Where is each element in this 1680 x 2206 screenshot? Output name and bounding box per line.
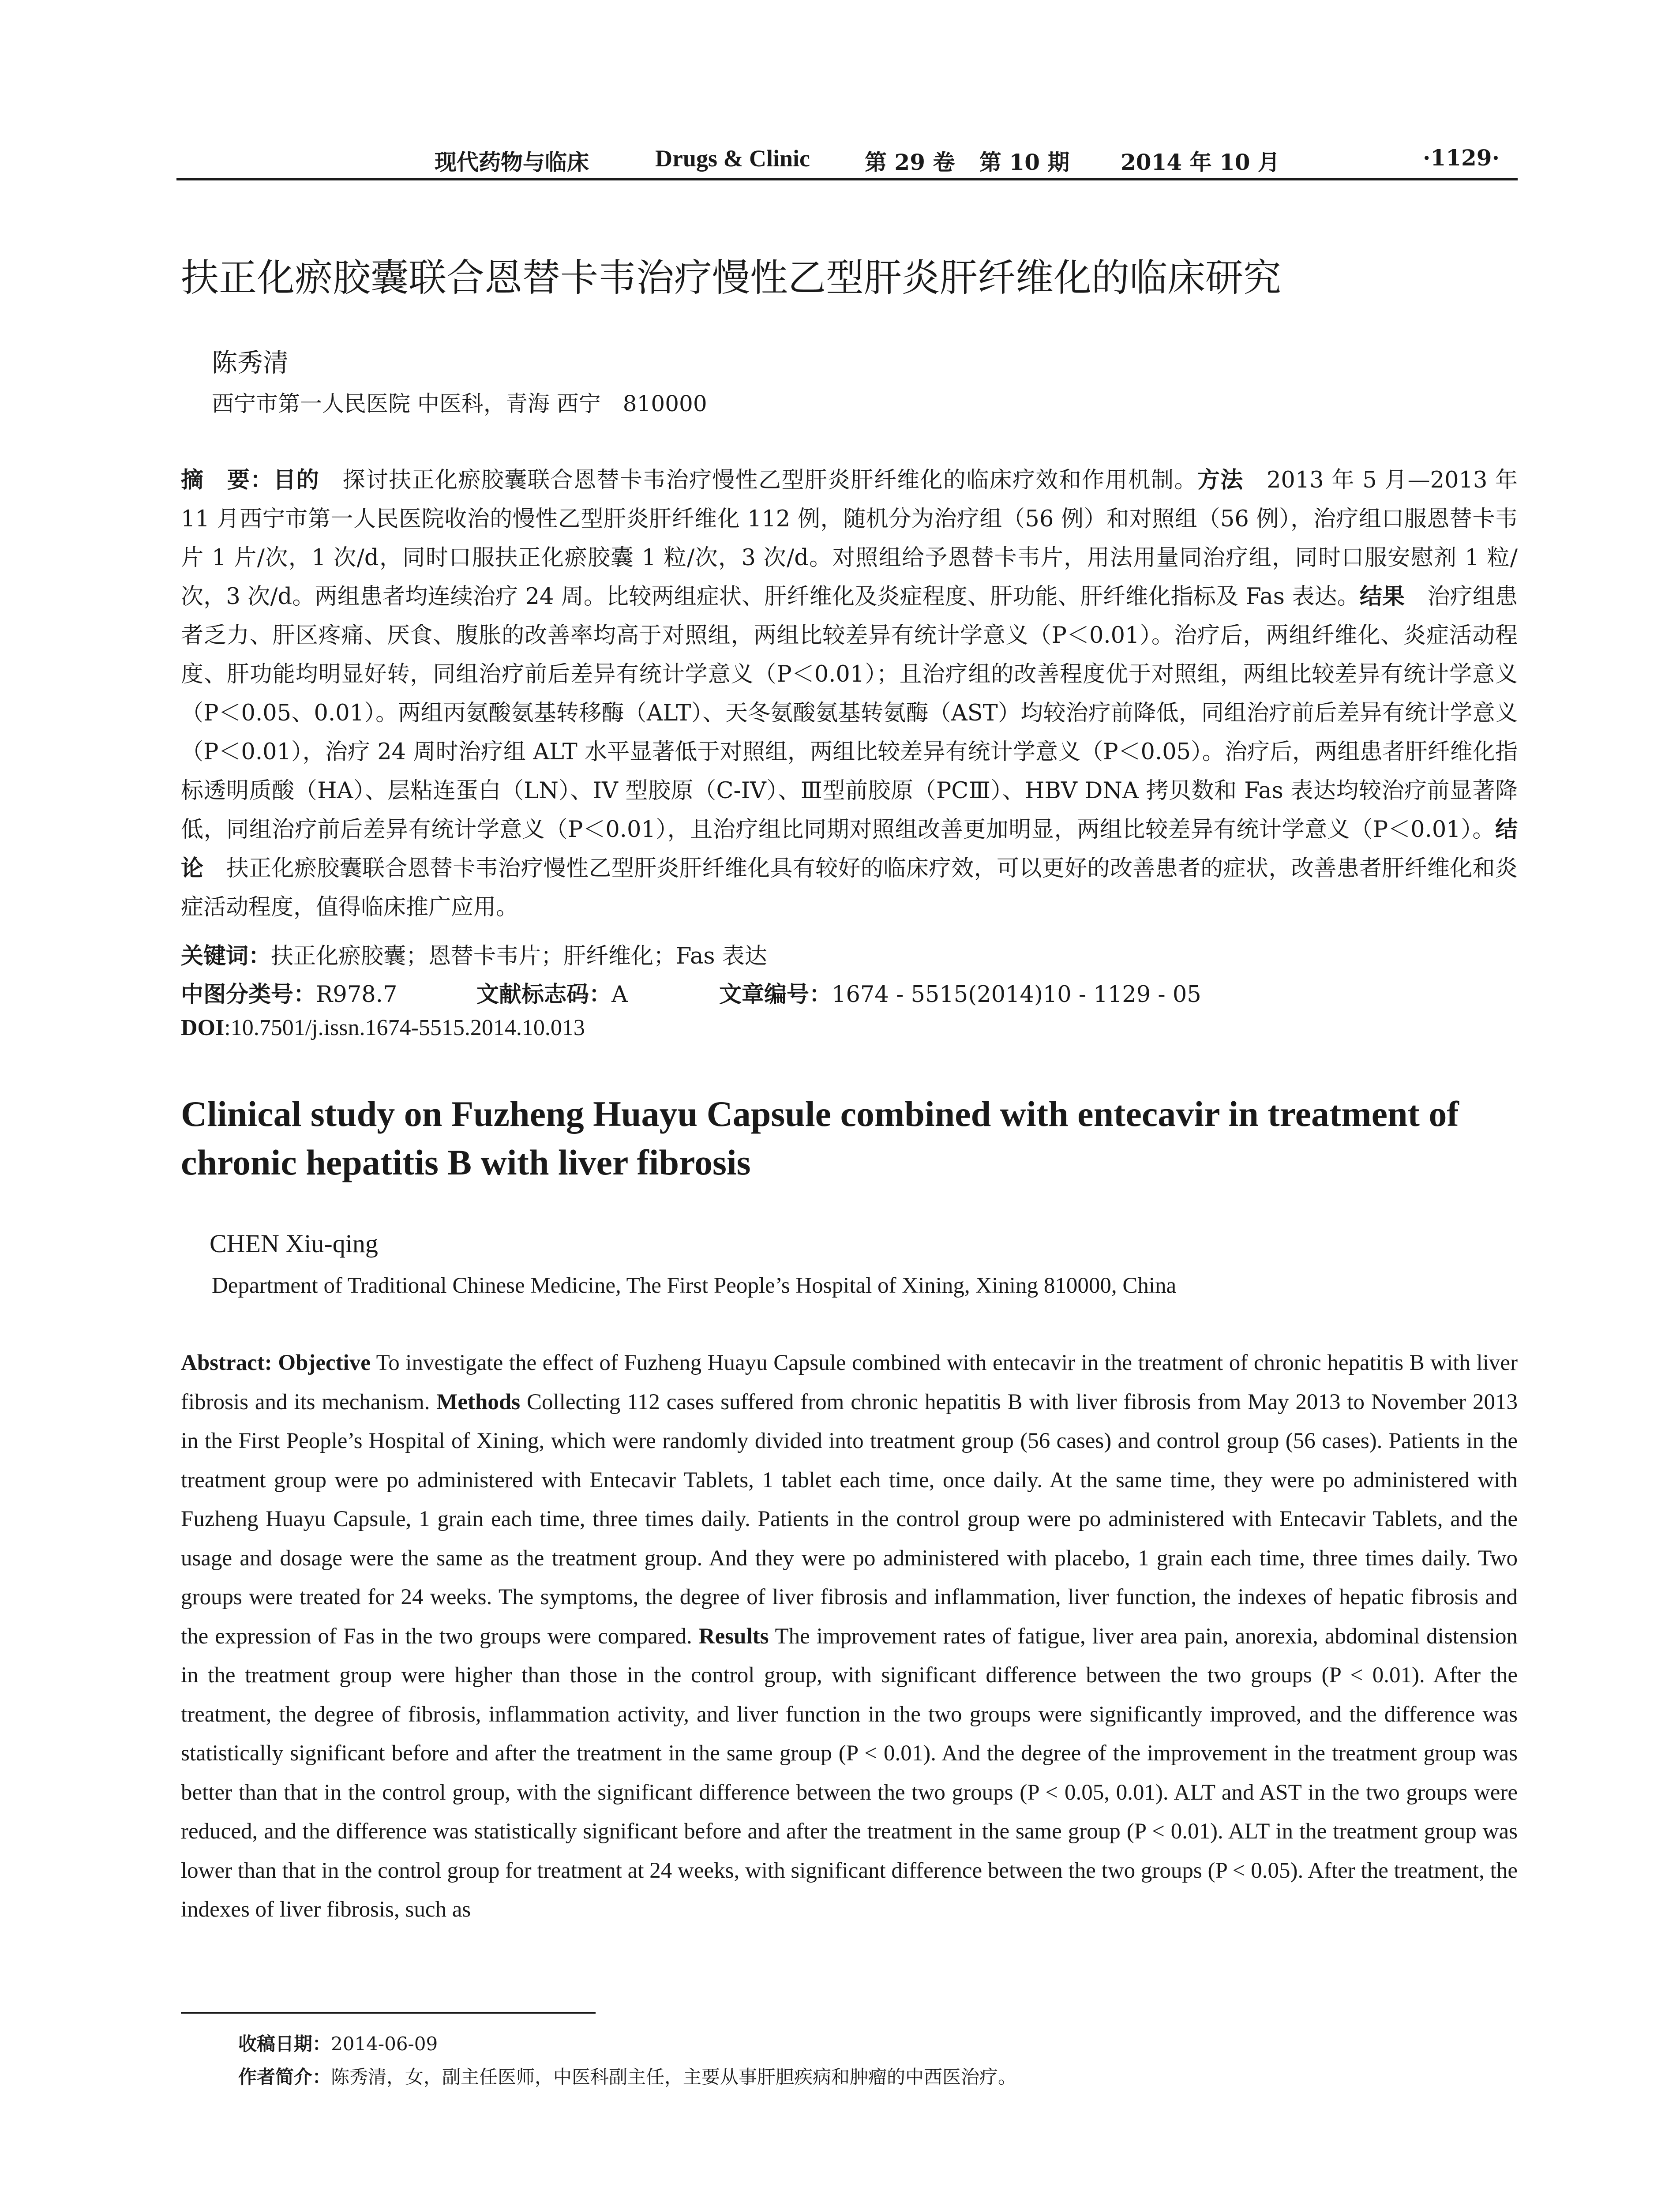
doc-code-label: 文献标志码： bbox=[476, 982, 612, 1008]
methods-label-cn: 方法 bbox=[1197, 467, 1244, 493]
issue: 第 10 期 bbox=[979, 149, 1070, 175]
clc-label: 中图分类号： bbox=[181, 982, 316, 1008]
conclusion-label-cn: 结论 bbox=[181, 817, 1518, 882]
methods-text-en: Collecting 112 cases suffered from chronic hepatitis B with liver fibrosis from May 2013 to November 2013 in the First People’s Hospital of Xining, which were randomly divided into treatment group (56 cases) and control group (56 cases). Patients in the treatment group were po administered with Entecavir Tablets, 1 tablet each time, once daily. At the same time, they were po administered with Fuzheng Huayu Capsule, 1 grain each time, three times daily. Patients in the control group were po administered with Entecavir Tablets, and the usage and dosage were the same as the treatment group. And they were po administered with placebo, 1 grain each time, three times daily. Two groups were treated for 24 weeks. The symptoms, the degree of liver fibrosis and inflammation, liver function, the indexes of hepatic fibrosis and the expression of Fas in the two groups were compared. bbox=[181, 1389, 1518, 1649]
received-value: 2014-06-09 bbox=[331, 2033, 438, 2055]
article-number bbox=[719, 976, 1201, 1009]
keywords-label-cn: 关键词： bbox=[181, 943, 271, 969]
conclusion-text-cn: 扶正化瘀胶囊联合恩替卡韦治疗慢性乙型肝炎肝纤维化具有较好的临床疗效，可以更好的改善患者的症状，改善患者肝纤维化和炎症活动程度，值得临床推广应用。 bbox=[181, 855, 1518, 920]
doi-label: DOI bbox=[181, 1015, 225, 1040]
keywords-cn bbox=[181, 938, 767, 970]
keywords-text-cn: 扶正化瘀胶囊；恩替卡韦片；肝纤维化；Fas 表达 bbox=[271, 943, 767, 969]
results-text-en: The improvement rates of fatigue, liver area pain, anorexia, abdominal distension in the treatment group were higher than those in the control group, with significant difference between the two groups (P < 0.01). After the treatment, the degree of fibrosis, inflammation activity, and liver function in the two groups were significantly improved, and the difference was statistically significant before and after the treatment in the same group (P < 0.01). And the degree of the improvement in the treatment group was better than that in the control group, with the significant difference between the two groups (P < 0.05, 0.01). ALT and AST in the two groups were reduced, and the difference was statistically significant before and after the treatment in the same group (P < 0.01). ALT in the treatment group was lower than that in the control group for treatment at 24 weeks, with significant difference between the two groups (P < 0.05). After the treatment, the indexes of liver fibrosis, such as bbox=[181, 1624, 1518, 1922]
header-rule bbox=[176, 178, 1518, 180]
footnote-rule bbox=[181, 2012, 596, 2014]
clc-number bbox=[181, 976, 397, 1009]
running-header bbox=[176, 140, 1518, 180]
methods-text-cn: 2013 年 5 月—2013 年 11 月西宁市第一人民医院收治的慢性乙型肝炎肝纤维化 112 例，随机分为治疗组（56 例）和对照组（56 例），治疗组口服恩替卡韦片 1 片/次，1 次/d，同时口服扶正化瘀胶囊 1 粒/次，3 次/d。对照组给予恩替卡韦片，用法用量同治疗组，同时口服安慰剂 1 粒/次，3 次/d。两组患者均连续治疗 24 周。比较两组症状、肝纤维化及炎症程度、肝功能、肝纤维化指标及 Fas 表达。 bbox=[181, 467, 1518, 610]
clc-value: R978.7 bbox=[316, 982, 398, 1008]
affiliation-en: Department of Traditional Chinese Medicine, The First People’s Hospital of Xining, Xining 810000, China bbox=[212, 1273, 1177, 1298]
doi-value: :10.7501/j.issn.1674-5515.2014.10.013 bbox=[224, 1015, 585, 1040]
page-number: ·1129· bbox=[1423, 145, 1500, 171]
abstract-cn bbox=[181, 461, 1518, 927]
results-label-cn: 结果 bbox=[1359, 584, 1405, 610]
title-en: Clinical study on Fuzheng Huayu Capsule combined with entecavir in treatment of chronic hepatitis B with liver fibrosis bbox=[181, 1094, 1459, 1182]
doc-code-value: A bbox=[611, 982, 628, 1008]
author-bio-text: 陈秀清，女，副主任医师，中医科副主任，主要从事肝胆疾病和肿瘤的中西医治疗。 bbox=[331, 2066, 1017, 2088]
issue-date: 2014 年 10 月 bbox=[1121, 149, 1280, 175]
objective-label-cn: 目的 bbox=[273, 467, 320, 493]
objective-text-en: To investigate the effect of Fuzheng Huayu Capsule combined with entecavir in the treatment of chronic hepatitis B with liver fibrosis and its mechanism. bbox=[181, 1351, 1518, 1414]
results-label-en: Results bbox=[698, 1624, 769, 1649]
abstract-en bbox=[181, 1343, 1518, 1929]
abstract-label-en: Abstract: Objective bbox=[181, 1351, 371, 1375]
abstract-label-cn: 摘 要： bbox=[181, 467, 274, 493]
author-bio-label: 作者简介： bbox=[238, 2066, 331, 2088]
journal-name-en: Drugs & Clinic bbox=[655, 145, 810, 172]
article-no-label: 文章编号： bbox=[719, 982, 832, 1008]
affiliation-cn: 西宁市第一人民医院 中医科，青海 西宁 810000 bbox=[212, 391, 707, 416]
title-cn: 扶正化瘀胶囊联合恩替卡韦治疗慢性乙型肝炎肝纤维化的临床研究 bbox=[181, 256, 1281, 300]
document-code bbox=[476, 976, 628, 1009]
received-date bbox=[238, 2030, 438, 2056]
journal-name-cn: 现代药物与临床 bbox=[435, 149, 589, 175]
article-no-value: 1674 - 5515(2014)10 - 1129 - 05 bbox=[832, 982, 1201, 1008]
author-cn: 陈秀清 bbox=[212, 348, 289, 378]
objective-text-cn: 探讨扶正化瘀胶囊联合恩替卡韦治疗慢性乙型肝炎肝纤维化的临床疗效和作用机制。 bbox=[319, 467, 1197, 493]
received-label: 收稿日期： bbox=[238, 2033, 331, 2055]
author-bio bbox=[238, 2063, 1016, 2089]
doi bbox=[181, 1015, 585, 1041]
author-en: CHEN Xiu-qing bbox=[210, 1229, 378, 1258]
results-text-cn: 治疗组患者乏力、肝区疼痛、厌食、腹胀的改善率均高于对照组，两组比较差异有统计学意义（P＜0.01）。治疗后，两组纤维化、炎症活动程度、肝功能均明显好转，同组治疗前后差异有统计学意义（P＜0.01）；且治疗组的改善程度优于对照组，两组比较差异有统计学意义（P＜0.05、0.01）。两组丙氨酸氨基转移酶（ALT）、天冬氨酸氨基转氨酶（AST）均较治疗前降低，同组治疗前后差异有统计学意义（P＜0.01），治疗 24 周时治疗组 ALT 水平显著低于对照组，两组比较差异有统计学意义（P＜0.05）。治疗后，两组患者肝纤维化指标透明质酸（HA）、层粘连蛋白（LN）、IV 型胶原（C-IV）、Ⅲ型前胶原（PCⅢ）、HBV DNA 拷贝数和 Fas 表达均较治疗前显著降低，同组治疗前后差异有统计学意义（P＜0.01），且治疗组比同期对照组改善更加明显，两组比较差异有统计学意义（P＜0.01）。 bbox=[181, 584, 1518, 843]
methods-label-en: Methods bbox=[436, 1389, 521, 1414]
volume: 第 29 卷 bbox=[865, 149, 955, 175]
